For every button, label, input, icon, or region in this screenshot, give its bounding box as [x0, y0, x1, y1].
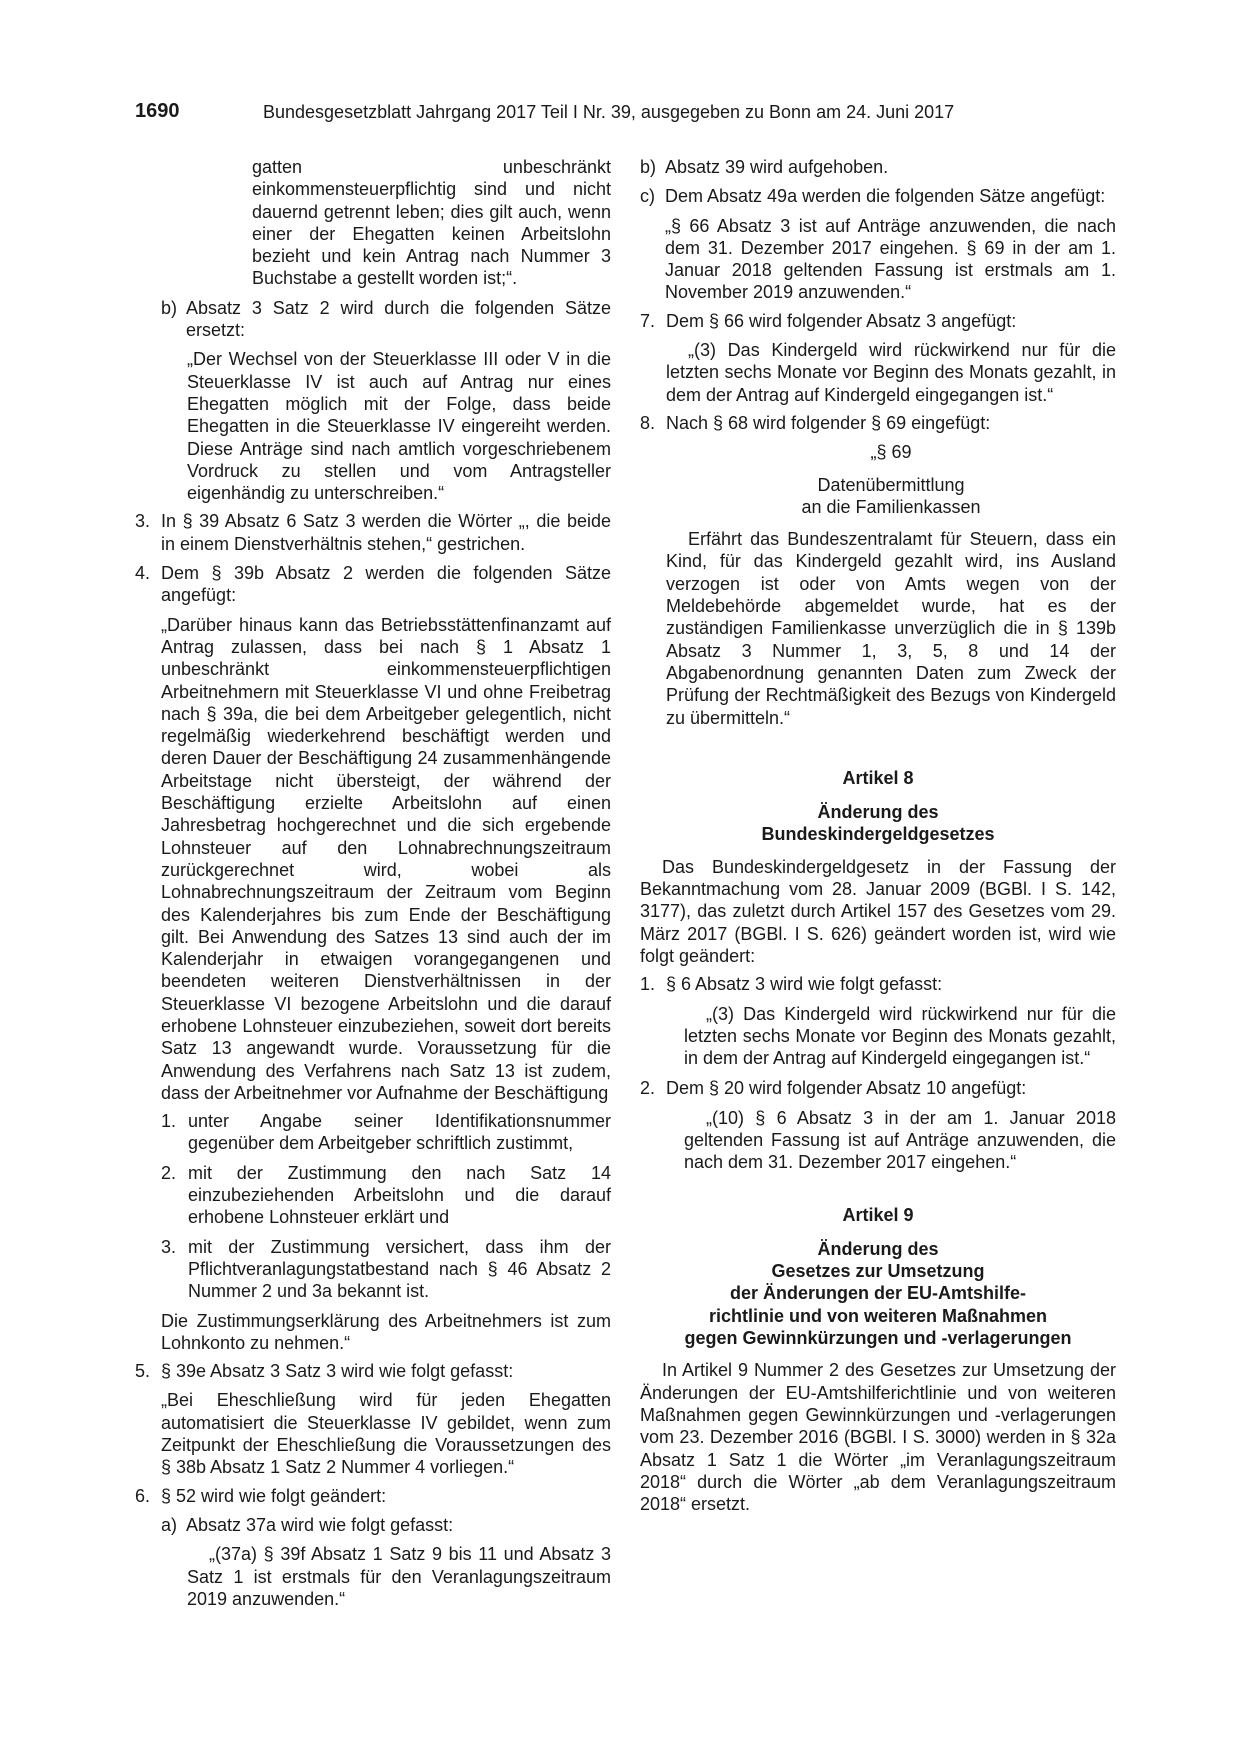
quote: „(3) Das Kindergeld wird rückwirkend nur für die letzten sechs Monate vor Beginn des Monats gezahlt, in dem der Antrag auf Kindergeld eingegangen ist.“: [666, 340, 1116, 405]
list-item: [161, 1110, 611, 1155]
list-item-text: mit der Zustimmung den nach Satz 14 einzubeziehenden Arbeitslohn und die darauf erhobene Lohnsteuer erklärt und: [188, 1162, 611, 1228]
quote: „§ 66 Absatz 3 ist auf Anträge anzuwenden, die nach dem 31. Dezember 2017 eingehen. § 69 in der am 1. Januar 2018 geltenden Fassung ist erstmals am 1. November 2019 anzuwenden.“: [665, 215, 1116, 303]
quote-end: Die Zustimmungserklärung des Arbeitnehmers ist zum Lohnkonto zu nehmen.“: [161, 1310, 611, 1353]
article-8-item-1: [640, 973, 1116, 995]
item-6b-prev: [161, 297, 611, 342]
article-9-title: der Änderungen der EU-Amtshilfe-: [729, 1283, 1027, 1304]
article-8-title: Änderung des: [817, 802, 939, 823]
item-label: 5.: [135, 1361, 151, 1382]
item-6: [135, 1485, 611, 1507]
item-text: § 52 wird wie folgt geändert:: [161, 1485, 387, 1506]
right-column: [640, 156, 1116, 1521]
article-8-item-2: [640, 1077, 1116, 1099]
article-9-title: Gesetzes zur Umsetzung: [771, 1261, 985, 1282]
item-text: Absatz 3 Satz 2 wird durch die folgenden Sätze ersetzt:: [186, 297, 611, 341]
article-9-title: gegen Gewinnkürzungen und -verlagerungen: [684, 1328, 1072, 1349]
item-7: [640, 310, 1116, 332]
item-6c: [640, 185, 1116, 207]
item-text: Dem § 66 wird folgender Absatz 3 angefügt:: [666, 310, 1017, 331]
item-label: 3.: [135, 511, 151, 532]
article-8-intro: Das Bundeskindergeldgesetz in der Fassung der Bekanntmachung vom 28. Januar 2009 (BGBl. I S. 142, 3177), das zuletzt durch Artikel 157 des Gesetzes vom 29. März 2017 (BGBl. I S. 626) geändert worden ist, wird wie folgt geändert:: [640, 856, 1116, 966]
article-9-label: Artikel 9: [842, 1204, 914, 1225]
item-text: § 39e Absatz 3 Satz 3 wird wie folgt gefasst:: [161, 1361, 514, 1382]
item-6a: [161, 1514, 611, 1536]
item-text: Dem Absatz 49a werden die folgenden Sätze angefügt:: [665, 186, 1106, 207]
article-9-title: Änderung des: [817, 1238, 939, 1259]
item-text: Nach § 68 wird folgender § 69 eingefügt:: [666, 412, 991, 433]
list-item-label: 3.: [161, 1236, 177, 1257]
item-text: In § 39 Absatz 6 Satz 3 werden die Wörter „, die beide in einem Dienstverhältnis stehen,“ gestrichen.: [161, 511, 611, 554]
item-label: 4.: [135, 563, 151, 584]
article-9-title: richtlinie und von weiteren Maßnahmen: [708, 1305, 1048, 1326]
item-label: a): [161, 1514, 178, 1535]
article-8-label: Artikel 8: [842, 767, 914, 788]
item-3: [135, 510, 611, 555]
left-column: [135, 156, 611, 1616]
quote: „Bei Eheschließung wird für jeden Ehegatten automatisiert die Steuerklasse IV gebildet, wenn zum Zeitpunkt der Eheschließung die Voraussetzungen des § 38b Absatz 1 Satz 2 Nummer 4 vorliegen.“: [161, 1390, 611, 1478]
quote: „(3) Das Kindergeld wird rückwirkend nur für die letzten sechs Monate vor Beginn des Monats gezahlt, in dem der Antrag auf Kindergeld eingegangen ist.“: [684, 1003, 1116, 1069]
quote: „(10) § 6 Absatz 3 in der am 1. Januar 2018 geltenden Fassung ist auf Anträge anzuwenden, die nach dem 31. Dezember 2017 eingehen.“: [684, 1107, 1116, 1173]
running-head: Bundesgesetzblatt Jahrgang 2017 Teil I Nr. 39, ausgegeben zu Bonn am 24. Juni 2017: [263, 102, 955, 122]
item-label: 1.: [640, 974, 656, 995]
article-8-title: Bundeskindergeldgesetzes: [761, 824, 995, 845]
list-item-label: 1.: [161, 1111, 177, 1132]
item-text: Absatz 37a wird wie folgt gefasst:: [186, 1514, 454, 1535]
list-item: [161, 1162, 611, 1229]
paragraph-title: Datenübermittlung: [817, 474, 965, 495]
article-9-body: In Artikel 9 Nummer 2 des Gesetzes zur Umsetzung der Änderungen der EU-Amtshilferichtlinie und von weiteren Maßnahmen gegen Gewinnkürzungen und -verlagerungen vom 23. Dezember 2016 (BGBl. I S. 3000) werden in § 32a Absatz 1 Satz 1 die Wörter „im Veranlagungszeitraum 2018“ durch die Wörter „ab dem Veranlagungszeitraum 2018“ ersetzt.: [640, 1360, 1116, 1515]
paragraph-title: an die Familienkassen: [801, 496, 981, 517]
list-item-label: 2.: [161, 1162, 177, 1183]
list-item: [161, 1236, 611, 1303]
item-label: 6.: [135, 1485, 151, 1506]
item-label: b): [640, 157, 657, 177]
paragraph-body: Erfährt das Bundeszentralamt für Steuern, dass ein Kind, für das Kindergeld gezahlt wird, ins Ausland verzogen ist oder von Amts wegen von der Meldebehörde abgemeldet wurde, hat es der zuständigen Familienkasse unverzüglich die in § 139b Absatz 3 Nummer 1, 3, 5, 8 und 14 der Abgabenordnung genannten Daten zum Zweck der Prüfung der Rechtmäßigkeit des Bezugs von Kindergeld zu übermitteln.“: [666, 529, 1116, 728]
list-item-text: unter Angabe seiner Identifikationsnummer gegenüber dem Arbeitgeber schriftlich zustimmt,: [188, 1111, 611, 1154]
quote: „(37a) § 39f Absatz 1 Satz 9 bis 11 und Absatz 3 Satz 1 ist erstmals für den Veranlagungszeitraum 2019 anzuwenden.“: [187, 1544, 611, 1609]
quote: „Der Wechsel von der Steuerklasse III oder V in die Steuerklasse IV ist auch auf Antrag nur eines Ehegatten möglich mit der Folge, dass beide Ehegatten in die Steuerklasse IV eingereiht werden. Diese Anträge sind nach amtlich vorgeschriebenem Vordruck zu stellen und vom Antragsteller eigenhändig zu unterschreiben.“: [187, 349, 611, 504]
continued-text: gatten unbeschränkt einkommensteuerpflichtig sind und nicht dauernd getrennt leben; dies gilt auch, wenn einer der Ehegatten keinen Arbeitslohn bezieht und kein Antrag nach Nummer 3 Buchstabe a gestellt worden ist;“.: [252, 157, 611, 289]
item-label: b): [161, 297, 178, 318]
item-5: [135, 1360, 611, 1382]
list-item-text: mit der Zustimmung versichert, dass ihm der Pflichtveranlagungstatbestand nach § 46 Absatz 2 Nummer 2 und 3a bekannt ist.: [188, 1236, 611, 1302]
item-4: [135, 562, 611, 607]
item-label: 7.: [640, 310, 656, 331]
numbered-list: [161, 1110, 611, 1302]
item-label: c): [640, 186, 655, 207]
item-label: 2.: [640, 1078, 656, 1099]
paragraph-number: „§ 69: [870, 442, 912, 463]
page-number: 1690: [135, 100, 180, 122]
item-text: Dem § 20 wird folgender Absatz 10 angefügt:: [666, 1078, 1027, 1099]
item-text: Absatz 39 wird aufgehoben.: [665, 157, 889, 177]
item-label: 8.: [640, 412, 656, 433]
item-text: Dem § 39b Absatz 2 werden die folgenden Sätze angefügt:: [161, 563, 611, 606]
quote: „Darüber hinaus kann das Betriebsstättenfinanzamt auf Antrag zulassen, dass bei nach § 1 Absatz 1 unbeschränkt einkommensteuerpflichtigen Arbeitnehmern mit Steuerklasse VI und ohne Freibetrag nach § 39a, die bei dem Arbeitgeber gelegentlich, nicht regelmäßig wiederkehrend beschäftigt werden und deren Dauer der Beschäftigung 24 zusammenhängende Arbeitstage nicht übersteigt, der während der Beschäftigung erzielte Arbeitslohn auf einen Jahresbetrag hochgerechnet und die sich ergebende Lohnsteuer auf den Lohnabrechnungszeitraum zurückgerechnet wird, wobei als Lohnabrechnungszeitraum der Zeitraum vom Beginn des Kalenderjahres bis zum Ende der Beschäftigung gilt. Bei Anwendung des Satzes 13 sind auch der im Kalenderjahr in etwaigen vorangegangenen und beendeten weiteren Dienstverhältnissen in der Steuerklasse VI bezogene Arbeitslohn und die darauf erhobene Lohnsteuer einzubeziehen, soweit dort bereits Satz 13 angewandt wurde. Voraussetzung für die Anwendung des Verfahrens nach Satz 13 ist zudem, dass der Arbeitnehmer vor Aufnahme der Beschäftigung: [161, 614, 611, 1103]
item-6b: [640, 156, 1116, 178]
item-text: § 6 Absatz 3 wird wie folgt gefasst:: [666, 974, 943, 995]
item-8: [640, 412, 1116, 434]
